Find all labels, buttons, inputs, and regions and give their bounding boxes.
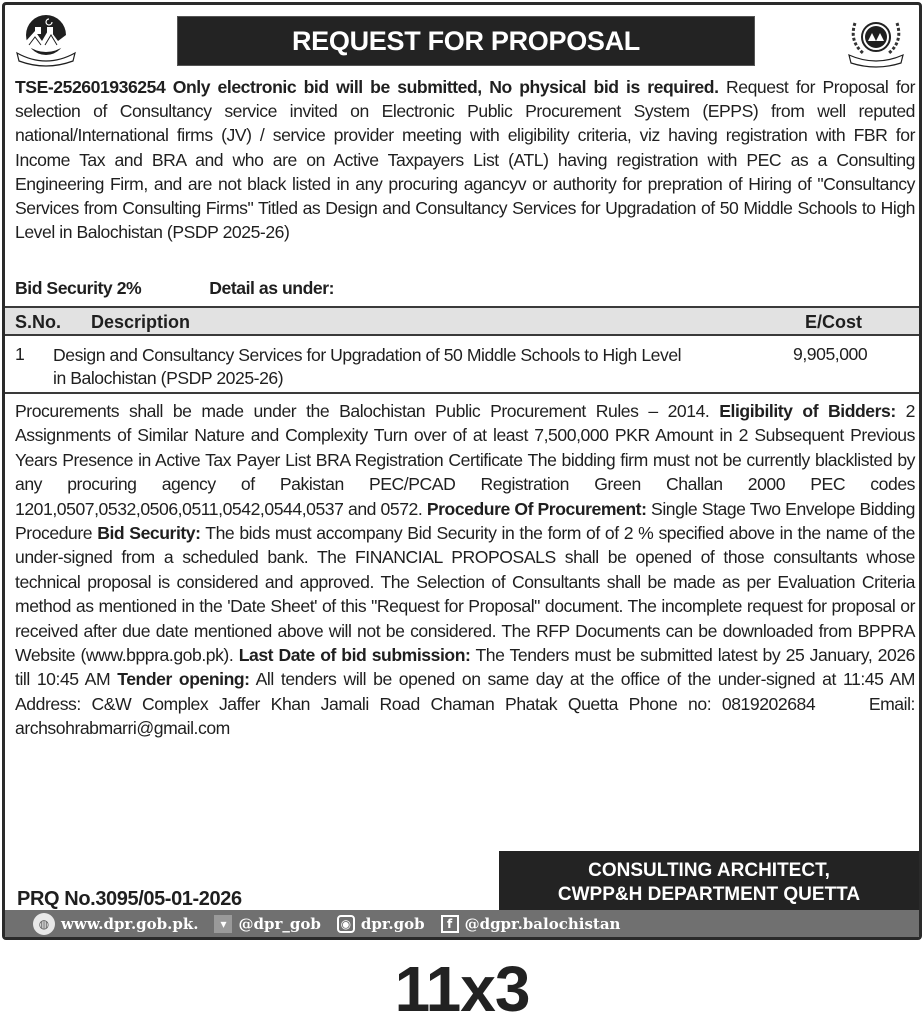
- page-title: REQUEST FOR PROPOSAL: [177, 16, 755, 66]
- row-description: Design and Consultancy Services for Upgradation of 50 Middle Schools to High Level in Balochistan (PSDP 2025-26): [53, 345, 682, 388]
- social-twitter[interactable]: [214, 915, 320, 933]
- terms-paragraph: [15, 399, 920, 741]
- procedure-text: Single Stage Two Envelope Bidding Procedure: [15, 498, 915, 544]
- bid-security-text: The bids must accompany Bid Security in the form of of 2 % specified above in the name of the under-signed from a scheduled bank. The FINANCIAL PROPOSALS shall be opened of those consultants whose technical proposal is considered and approved. The Selection of Consultants shall be made as per Evaluation Criteria method as mentioned in the 'Date Sheet' of this "Request for Proposal" document. The incomplete request for proposal or received after due date mentioned above will not be considered. The RFP Documents can be downloaded from BPPRA Website (www.bppra.gob.pk).: [15, 523, 915, 666]
- header-sno: S.No.: [15, 312, 62, 332]
- row-sno: 1: [15, 344, 25, 364]
- eligibility-text: 2 Assignments of Similar Nature and Complexity Turn over of at least 7,500,000 PKR Amount in 2 Subsequent Previous Years Presence in Active Tax Payer List BRA Registration Certificate The bidding firm must not be currently blacklisted by any procuring agency of Pakistan PEC/PCAD Registration Green Challan 2000 PEC codes 1201,0507,0532,0506,0511,0542,0544,0537 and 0572.: [15, 401, 915, 519]
- social-website[interactable]: [33, 913, 198, 935]
- last-date-text: The Tenders must be submitted latest by 25 January, 2026 till 10:45 AM: [15, 645, 915, 690]
- tender-id-notice: TSE-252601936254 Only electronic bid will be submitted, No physical bid is required.: [15, 77, 719, 97]
- website-label: www.dpr.gob.pk.: [61, 914, 199, 933]
- balochistan-emblem-icon: [11, 11, 81, 69]
- bid-security-label: Bid Security 2%: [15, 278, 142, 298]
- detail-label: Detail as under:: [209, 278, 335, 298]
- procedure-heading: Procedure Of Procurement:: [426, 498, 647, 519]
- bid-security-heading: Bid Security:: [97, 523, 201, 544]
- intro-text: Request for Proposal for selection of Consultancy service invited on Electronic Public Procurement System (EPPS) from well reputed national/International firms (JV) / service provider meeting with eligibility criteria, viz having registration with FBR for Income Tax and BRA and who are on Active Taxpayers List (ATL) having registration with PEC as a Consulting Engineering Firm, and are not black listed in any procuring agancyv or authority for prepration of Hiring of "Consultancy Services from Consulting Firms" Titled as Design and Consultancy Services for Upgradation of 50 Middle Schools to High Level in Balochistan (PSDP 2025-26): [15, 77, 916, 243]
- last-date-heading: Last Date of bid submission:: [238, 645, 471, 666]
- signatory-line-1: CONSULTING ARCHITECT,: [588, 860, 830, 881]
- advertisement-frame: [2, 2, 922, 940]
- twitter-label: @dpr_gob: [238, 914, 321, 933]
- header-cost: E/Cost: [805, 312, 863, 332]
- facebook-label: @dgpr.balochistan: [464, 914, 621, 933]
- table-row: [5, 336, 919, 394]
- prq-number: PRQ No.3095/05-01-2026: [17, 888, 242, 910]
- signatory-box: [499, 851, 919, 915]
- signatory-line-2: CWPP&H DEPARTMENT QUETTA: [557, 884, 861, 905]
- header-description: Description: [91, 312, 191, 332]
- row-cost: 9,905,000: [793, 344, 868, 364]
- facebook-icon: f: [441, 915, 459, 933]
- dgpr-emblem-icon: [841, 11, 911, 69]
- procurement-rules-text: Procurements shall be made under the Balochistan Public Procurement Rules – 2014.: [15, 401, 720, 421]
- social-instagram[interactable]: [337, 915, 425, 933]
- social-facebook[interactable]: [441, 915, 621, 933]
- eligibility-heading: Eligibility of Bidders:: [719, 401, 896, 421]
- table-header: [5, 306, 919, 336]
- ad-size-label: 11x3: [394, 953, 530, 1024]
- header: [5, 5, 919, 71]
- twitter-icon: ▾: [214, 915, 232, 933]
- tender-opening-text: All tenders will be opened on same day at the office of the under-signed at 11:45 AM Address: C&W Complex Jaffer Khan Jamali Road Chaman Phatak Quetta Phone no: 0819202684 Email: archsohrabmarri@gmail.com: [15, 669, 920, 739]
- tender-opening-heading: Tender opening:: [117, 669, 250, 690]
- social-bar: [5, 910, 919, 937]
- globe-icon: ◍: [33, 913, 55, 935]
- instagram-icon: ◉: [337, 915, 355, 933]
- bid-security-row: [15, 278, 334, 299]
- intro-paragraph: [15, 75, 915, 244]
- instagram-label: dpr.gob: [360, 914, 425, 933]
- tender-table: [5, 306, 919, 394]
